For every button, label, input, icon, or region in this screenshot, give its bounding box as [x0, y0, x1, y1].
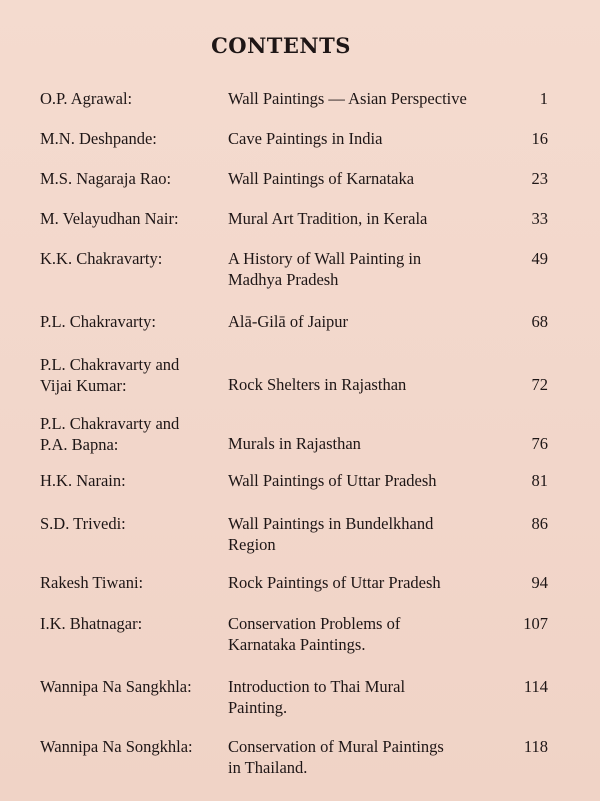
toc-title-line: Rock Paintings of Uttar Pradesh [228, 573, 441, 592]
toc-author-line: K.K. Chakravarty: [40, 249, 163, 268]
toc-author [40, 676, 230, 697]
toc-page-number: 1 [539, 89, 548, 108]
toc-author-line: O.P. Agrawal: [40, 89, 133, 108]
toc-title-line: Conservation of Mural Paintings [228, 737, 444, 756]
toc-page-number: 76 [531, 434, 548, 453]
toc-author-line: M. Velayudhan Nair: [40, 209, 179, 228]
toc-title [228, 128, 503, 149]
toc-author-line: P.A. Bapna: [40, 435, 119, 454]
toc-page-number: 23 [531, 169, 548, 188]
toc-page-number: 107 [523, 614, 548, 633]
page-title: CONTENTS [211, 33, 351, 58]
toc-page-number: 86 [531, 514, 548, 533]
toc-author [40, 311, 230, 332]
toc-page-number: 49 [531, 249, 548, 268]
toc-title [228, 374, 503, 395]
toc-title [228, 208, 503, 229]
toc-title [228, 736, 503, 778]
toc-page-number: 72 [531, 375, 548, 394]
toc-page-number: 114 [523, 677, 548, 696]
toc-title-line: Cave Paintings in India [228, 129, 383, 148]
toc-author-line: M.S. Nagaraja Rao: [40, 169, 172, 188]
toc-author-line: H.K. Narain: [40, 471, 126, 490]
toc-title [228, 311, 503, 332]
toc-title [228, 433, 503, 454]
toc-title [228, 88, 503, 109]
toc-title [228, 168, 503, 189]
toc-title-line: A History of Wall Painting in [228, 249, 422, 268]
toc-page-number: 68 [531, 312, 548, 331]
toc-title-line: Murals in Rajasthan [228, 434, 361, 453]
toc-title [228, 513, 503, 555]
toc-title [228, 613, 503, 655]
toc-title-line: in Thailand. [228, 758, 308, 777]
toc-title-line: Wall Paintings of Karnataka [228, 169, 415, 188]
toc-author-line: P.L. Chakravarty: [40, 312, 156, 331]
toc-title-line: Conservation Problems of [228, 614, 401, 633]
toc-title-line: Painting. [228, 698, 288, 717]
toc-title-line: Wall Paintings — Asian Perspective [228, 89, 467, 108]
toc-author-line: Wannipa Na Songkhla: [40, 737, 193, 756]
toc-title [228, 248, 503, 290]
toc-title [228, 572, 503, 593]
toc-author [40, 736, 230, 757]
toc-author [40, 248, 230, 269]
toc-page-number: 16 [531, 129, 548, 148]
toc-author-line: M.N. Deshpande: [40, 129, 157, 148]
toc-page-number: 94 [531, 573, 548, 592]
toc-author-line: S.D. Trivedi: [40, 514, 126, 533]
toc-title [228, 676, 503, 718]
toc-title-line: Madhya Pradesh [228, 270, 339, 289]
toc-title-line: Region [228, 535, 276, 554]
toc-author [40, 128, 230, 149]
toc-title-line: Rock Shelters in Rajasthan [228, 375, 407, 394]
toc-author [40, 572, 230, 593]
toc-title-line: Karnataka Paintings. [228, 635, 366, 654]
toc-title-line: Wall Paintings in Bundelkhand [228, 514, 434, 533]
toc-page-number: 118 [523, 737, 548, 756]
toc-page-number: 81 [531, 471, 548, 490]
toc-title-line: Introduction to Thai Mural [228, 677, 406, 696]
toc-author-line: Wannipa Na Sangkhla: [40, 677, 192, 696]
toc-author [40, 168, 230, 189]
toc-author [40, 513, 230, 534]
toc-author [40, 470, 230, 491]
toc-author [40, 354, 230, 396]
toc-page-number: 33 [531, 209, 548, 228]
toc-author [40, 88, 230, 109]
toc-author-line: Vijai Kumar: [40, 376, 127, 395]
toc-author [40, 413, 230, 455]
toc-title-line: Mural Art Tradition, in Kerala [228, 209, 428, 228]
toc-title-line: Wall Paintings of Uttar Pradesh [228, 471, 437, 490]
toc-title-line: Alā-Gilā of Jaipur [228, 312, 349, 331]
toc-author-line: P.L. Chakravarty and [40, 414, 180, 433]
toc-author [40, 613, 230, 634]
toc-author-line: P.L. Chakravarty and [40, 355, 180, 374]
toc-author-line: I.K. Bhatnagar: [40, 614, 143, 633]
toc-author [40, 208, 230, 229]
toc-author-line: Rakesh Tiwani: [40, 573, 144, 592]
toc-title [228, 470, 503, 491]
